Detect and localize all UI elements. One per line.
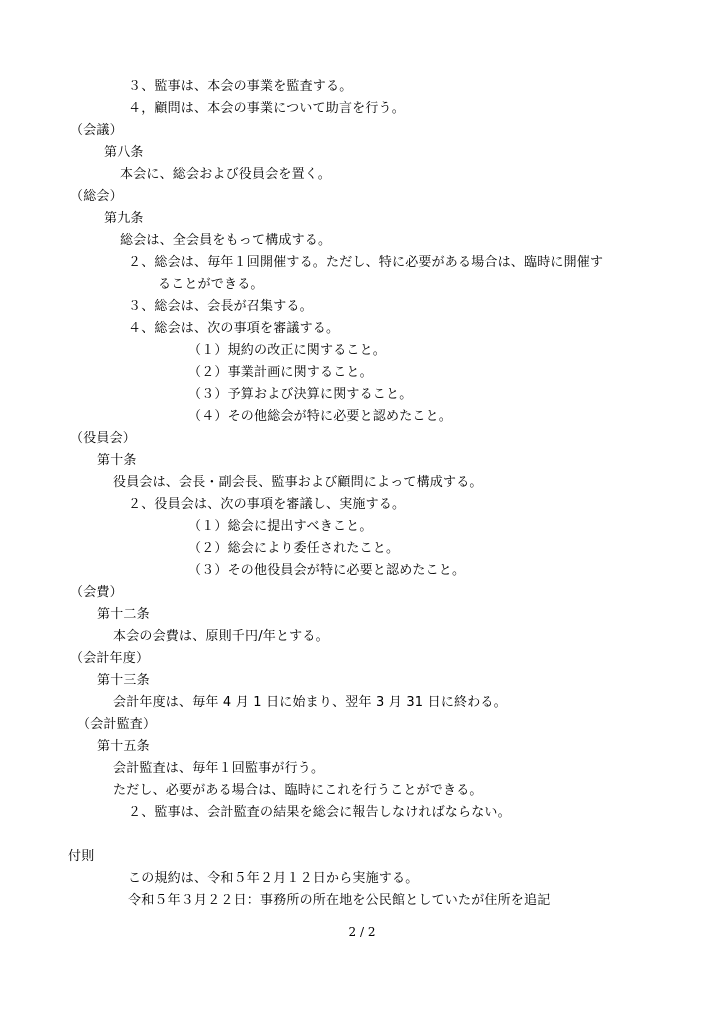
section-heading-meetings: （会議）	[70, 123, 123, 138]
supplementary-line-2: 令和５年３月２２日：事務所の所在地を公民館としていたが住所を追記	[128, 893, 551, 908]
article-13-body: 会計年度は、毎年 4 月 1 日に始まり、翌年 3 月 31 日に終わる。	[113, 695, 507, 710]
article-7-clause-4: ４，顧問は、本会の事業について助言を行う。	[128, 101, 405, 116]
article-9-clause-2-cont: ることができる。	[158, 277, 264, 292]
article-9-item-1: （１）規約の改正に関すること。	[188, 343, 387, 358]
article-9-clause-2: ２、総会は、毎年１回開催する。ただし、特に必要がある場合は、臨時に開催す	[128, 255, 604, 270]
article-8-title: 第八条	[104, 145, 144, 160]
supplementary-heading: 付則	[68, 849, 95, 864]
article-13-title: 第十三条	[97, 673, 150, 688]
article-12-title: 第十二条	[97, 607, 150, 622]
article-15-body: 会計監査は、毎年１回監事が行う。	[113, 761, 325, 776]
article-9-item-4: （４）その他総会が特に必要と認めたこと。	[188, 409, 453, 424]
article-10-item-1: （１）総会に提出すべきこと。	[188, 519, 373, 534]
article-7-clause-3: ３、監事は、本会の事業を監査する。	[128, 79, 353, 94]
article-10-body: 役員会は、会長・副会長、監事および顧問によって構成する。	[113, 475, 483, 490]
page-number: 2 / 2	[348, 925, 376, 939]
section-heading-officers: （役員会）	[70, 431, 137, 446]
article-12-body: 本会の会費は、原則千円/年とする。	[113, 629, 329, 644]
article-9-title: 第九条	[104, 211, 144, 226]
article-9-clause-3: ３、総会は、会長が召集する。	[128, 299, 313, 314]
article-9-item-3: （３）予算および決算に関すること。	[188, 387, 413, 402]
article-15-body-cont: ただし、必要がある場合は、臨時にこれを行うことができる。	[113, 783, 483, 798]
article-10-item-3: （３）その他役員会が特に必要と認めたこと。	[188, 563, 466, 578]
article-9-clause-4: ４、総会は、次の事項を審議する。	[128, 321, 340, 336]
section-heading-fiscal-year: （会計年度）	[70, 651, 150, 666]
supplementary-line-1: この規約は、令和５年２月１２日から実施する。	[128, 871, 419, 886]
section-heading-audit: （会計監査）	[77, 717, 157, 732]
article-10-title: 第十条	[97, 453, 137, 468]
article-9-body: 総会は、全会員をもって構成する。	[120, 233, 332, 248]
article-15-title: 第十五条	[97, 739, 150, 754]
article-8-body: 本会に、総会および役員会を置く。	[120, 167, 331, 182]
article-10-item-2: （２）総会により委任されたこと。	[188, 541, 400, 556]
article-15-clause-2: ２、監事は、会計監査の結果を総会に報告しなければならない。	[128, 805, 511, 820]
article-9-item-2: （２）事業計画に関すること。	[188, 365, 373, 380]
article-10-clause-2: ２、役員会は、次の事項を審議し、実施する。	[128, 497, 406, 512]
section-heading-fees: （会費）	[70, 585, 123, 600]
section-heading-general-meeting: （総会）	[70, 189, 123, 204]
